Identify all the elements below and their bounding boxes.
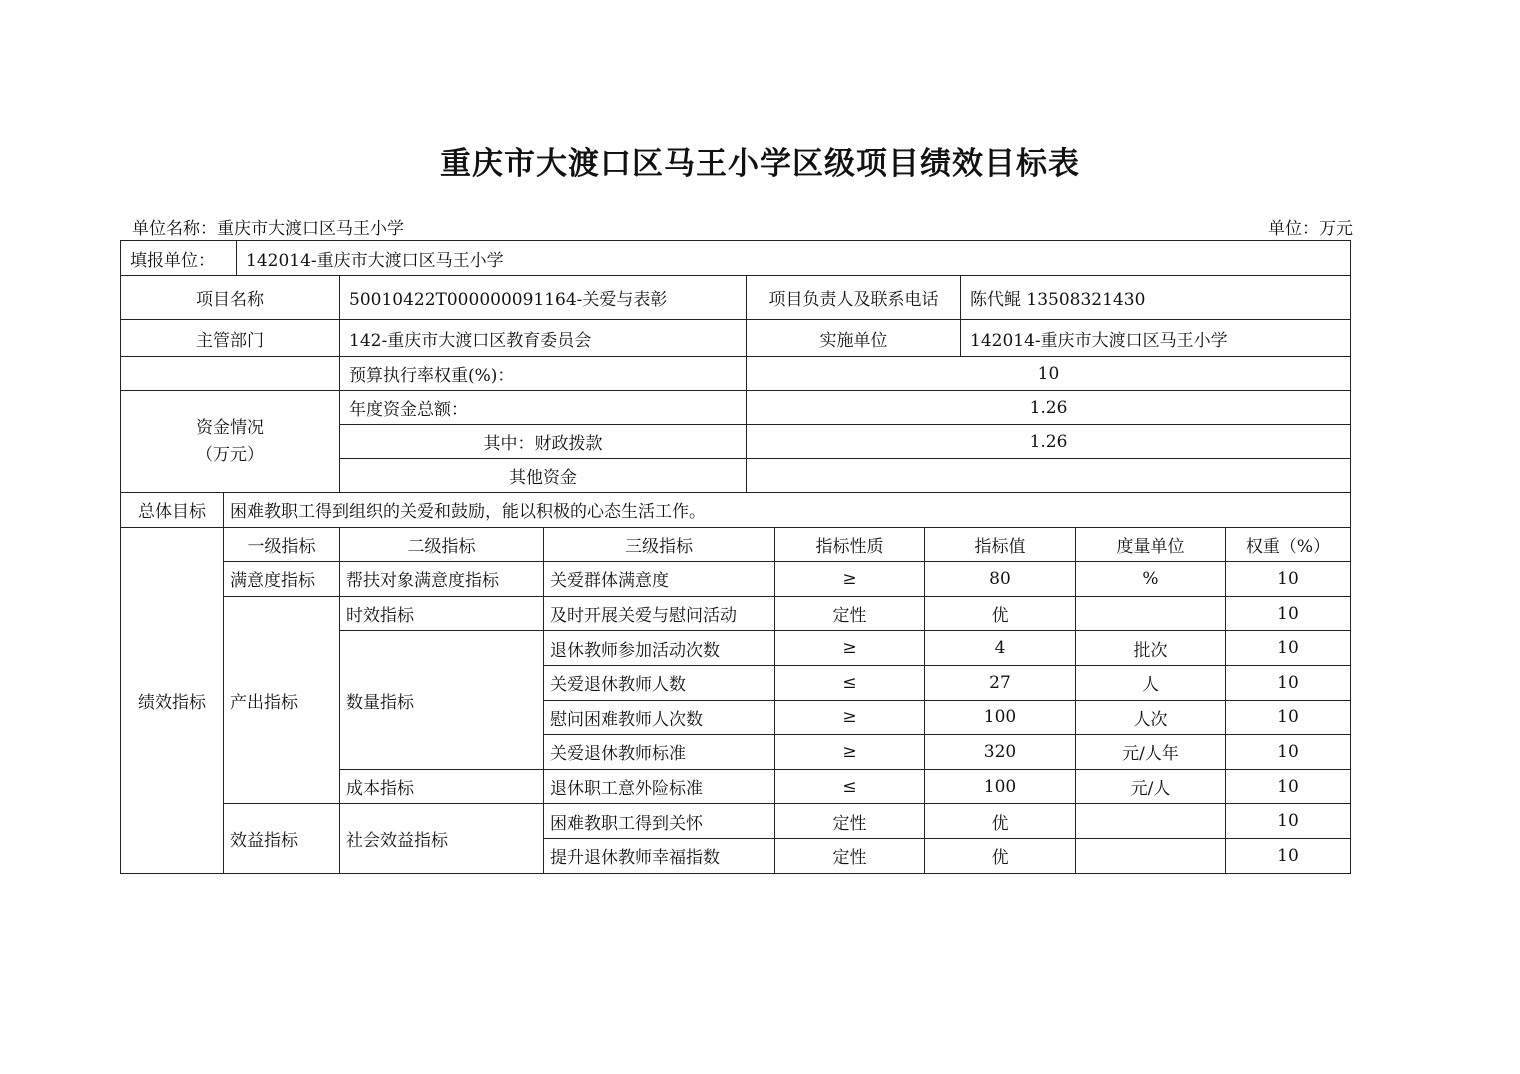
indicator-weight: 10 — [1226, 735, 1351, 770]
funds-other-value — [747, 459, 1351, 493]
indicator-weight: 10 — [1226, 838, 1351, 873]
indicator-value: 80 — [925, 562, 1076, 597]
goal-text: 困难教职工得到组织的关爱和鼓励，能以积极的心态生活工作。 — [224, 493, 1351, 528]
indicator-nature: ≤ — [775, 665, 925, 700]
indicator-name: 提升退休教师幸福指数 — [544, 838, 775, 873]
indicator-nature: 定性 — [775, 804, 925, 839]
indicator-weight: 10 — [1226, 631, 1351, 666]
header-level3: 三级指标 — [544, 527, 775, 562]
funds-label-line2: （万元） — [196, 444, 264, 465]
project-name-value: 50010422T000000091164-关爱与表彰 — [340, 276, 747, 320]
project-info-table — [120, 275, 1351, 493]
indicator-name: 关爱群体满意度 — [544, 562, 775, 597]
indicator-weight: 10 — [1226, 804, 1351, 839]
indicator-unit: 元/人年 — [1076, 735, 1226, 770]
funds-fiscal-value: 1.26 — [747, 425, 1351, 459]
indicator-unit: 批次 — [1076, 631, 1226, 666]
contact-value: 陈代鲲 13508321430 — [961, 276, 1351, 320]
indicator-unit: % — [1076, 562, 1226, 597]
indicators-section-label: 绩效指标 — [121, 527, 224, 873]
goal-label: 总体目标 — [121, 493, 224, 528]
level2-satisfaction: 帮扶对象满意度指标 — [340, 562, 544, 597]
indicator-nature: 定性 — [775, 838, 925, 873]
indicator-value: 优 — [925, 838, 1076, 873]
indicator-unit — [1076, 838, 1226, 873]
indicator-nature: ≥ — [775, 562, 925, 597]
budget-rate-value: 10 — [747, 357, 1351, 391]
indicator-nature: 定性 — [775, 596, 925, 631]
indicator-nature: ≤ — [775, 769, 925, 804]
impl-value: 142014-重庆市大渡口区马王小学 — [961, 320, 1351, 357]
header-unit: 度量单位 — [1076, 527, 1226, 562]
indicator-unit: 元/人 — [1076, 769, 1226, 804]
indicator-unit: 人 — [1076, 665, 1226, 700]
header-nature: 指标性质 — [775, 527, 925, 562]
budget-rate-label: 预算执行率权重(%)： — [340, 357, 747, 391]
impl-label: 实施单位 — [747, 320, 961, 357]
project-name-label: 项目名称 — [121, 276, 340, 320]
funds-other-label: 其他资金 — [340, 459, 747, 493]
header-level2: 二级指标 — [340, 527, 544, 562]
level1-benefit: 效益指标 — [224, 804, 340, 873]
indicator-name: 退休职工意外险标准 — [544, 769, 775, 804]
funds-label — [121, 391, 340, 493]
table-row — [121, 562, 1351, 597]
level1-output: 产出指标 — [224, 596, 340, 804]
indicator-nature: ≥ — [775, 631, 925, 666]
unit-name: 单位名称：重庆市大渡口区马王小学 — [132, 219, 404, 239]
indicator-unit: 人次 — [1076, 700, 1226, 735]
indicator-weight: 10 — [1226, 562, 1351, 597]
funds-total-value: 1.26 — [747, 391, 1351, 425]
indicator-value: 100 — [925, 769, 1076, 804]
indicator-value: 4 — [925, 631, 1076, 666]
level2-timeliness: 时效指标 — [340, 596, 544, 631]
indicator-value: 27 — [925, 665, 1076, 700]
indicator-name: 困难教职工得到关怀 — [544, 804, 775, 839]
header-value: 指标值 — [925, 527, 1076, 562]
header-weight: 权重（%） — [1226, 527, 1351, 562]
indicator-nature: ≥ — [775, 700, 925, 735]
indicator-value: 优 — [925, 804, 1076, 839]
indicator-name: 及时开展关爱与慰问活动 — [544, 596, 775, 631]
indicator-weight: 10 — [1226, 769, 1351, 804]
indicator-weight: 10 — [1226, 596, 1351, 631]
budget-rate-blank — [121, 357, 340, 391]
indicator-value: 100 — [925, 700, 1076, 735]
indicators-table — [120, 492, 1351, 874]
dept-label: 主管部门 — [121, 320, 340, 357]
indicator-unit — [1076, 596, 1226, 631]
dept-value: 142-重庆市大渡口区教育委员会 — [340, 320, 747, 357]
indicator-value: 320 — [925, 735, 1076, 770]
table-row — [121, 596, 1351, 631]
indicator-name: 关爱退休教师标准 — [544, 735, 775, 770]
funds-total-label: 年度资金总额： — [340, 391, 747, 425]
indicator-name: 退休教师参加活动次数 — [544, 631, 775, 666]
fill-unit-table — [120, 240, 1351, 276]
indicator-value: 优 — [925, 596, 1076, 631]
indicator-weight: 10 — [1226, 700, 1351, 735]
indicator-name: 关爱退休教师人数 — [544, 665, 775, 700]
level2-quantity: 数量指标 — [340, 631, 544, 769]
page-title: 重庆市大渡口区马王小学区级项目绩效目标表 — [440, 146, 1080, 182]
header-level1: 一级指标 — [224, 527, 340, 562]
indicator-weight: 10 — [1226, 665, 1351, 700]
fill-unit-label: 填报单位： — [121, 241, 237, 276]
currency-unit: 单位：万元 — [1268, 219, 1353, 239]
contact-label: 项目负责人及联系电话 — [747, 276, 961, 320]
table-row — [121, 804, 1351, 839]
indicator-nature: ≥ — [775, 735, 925, 770]
level2-social: 社会效益指标 — [340, 804, 544, 873]
level1-satisfaction: 满意度指标 — [224, 562, 340, 597]
fill-unit-value: 142014-重庆市大渡口区马王小学 — [237, 241, 1351, 276]
level2-cost: 成本指标 — [340, 769, 544, 804]
performance-sheet — [120, 240, 1351, 874]
funds-fiscal-label: 其中：财政拨款 — [340, 425, 747, 459]
indicator-name: 慰问困难教师人次数 — [544, 700, 775, 735]
funds-label-line1: 资金情况 — [196, 417, 264, 438]
indicator-unit — [1076, 804, 1226, 839]
